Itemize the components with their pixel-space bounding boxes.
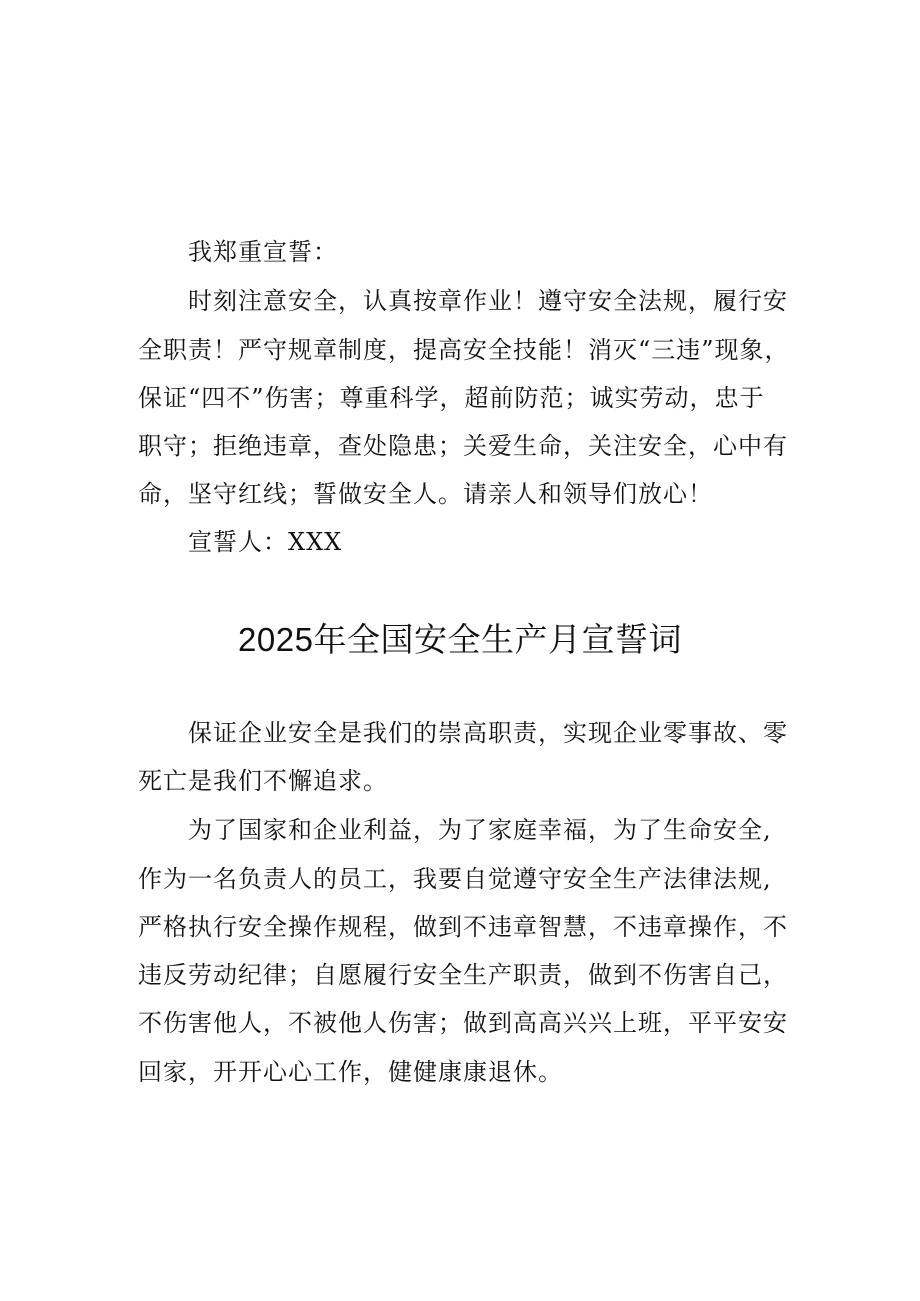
pledge-paragraph-line: 违反劳动纪律；自愿履行安全生产职责，做到不伤害自己， (138, 961, 788, 989)
pledge-paragraph-line: 死亡是我们不懈追求。 (138, 767, 388, 795)
pledge-paragraph-line: 回家，开开心心工作，健健康康退休。 (138, 1058, 563, 1086)
oath-body-line: 职守；拒绝违章，查处隐患；关爱生命，关注安全，心中有 (138, 432, 788, 460)
oath-body-line: 全职责！严守规章制度，提高安全技能！消灭“三违”现象， (138, 336, 790, 364)
pledge-paragraph-line: 为了国家和企业利益，为了家庭幸福，为了生命安全, (188, 816, 772, 844)
oath-body-line: 保证“四不”伤害；尊重科学，超前防范；诚实劳动，忠于 (138, 384, 765, 412)
document-title: 2025年全国安全生产月宣誓词 (238, 621, 682, 658)
pledge-paragraph-line: 作为一名负责人的员工，我要自觉遵守安全生产法律法规, (138, 865, 772, 893)
pledge-paragraph-line: 严格执行安全操作规程，做到不违章智慧，不违章操作，不 (138, 913, 788, 941)
oath-body-line: 时刻注意安全，认真按章作业！遵守安全法规，履行安 (188, 287, 788, 315)
oath-body-line: 命，坚守红线；誓做安全人。请亲人和领导们放心！ (138, 480, 713, 508)
oath-signer: 宣誓人：XXX (188, 528, 343, 556)
oath-opening: 我郑重宣誓： (188, 238, 338, 266)
pledge-paragraph-line: 不伤害他人，不被他人伤害；做到高高兴兴上班，平平安安 (138, 1009, 788, 1037)
pledge-paragraph-line: 保证企业安全是我们的崇高职责，实现企业零事故、零 (188, 719, 788, 747)
